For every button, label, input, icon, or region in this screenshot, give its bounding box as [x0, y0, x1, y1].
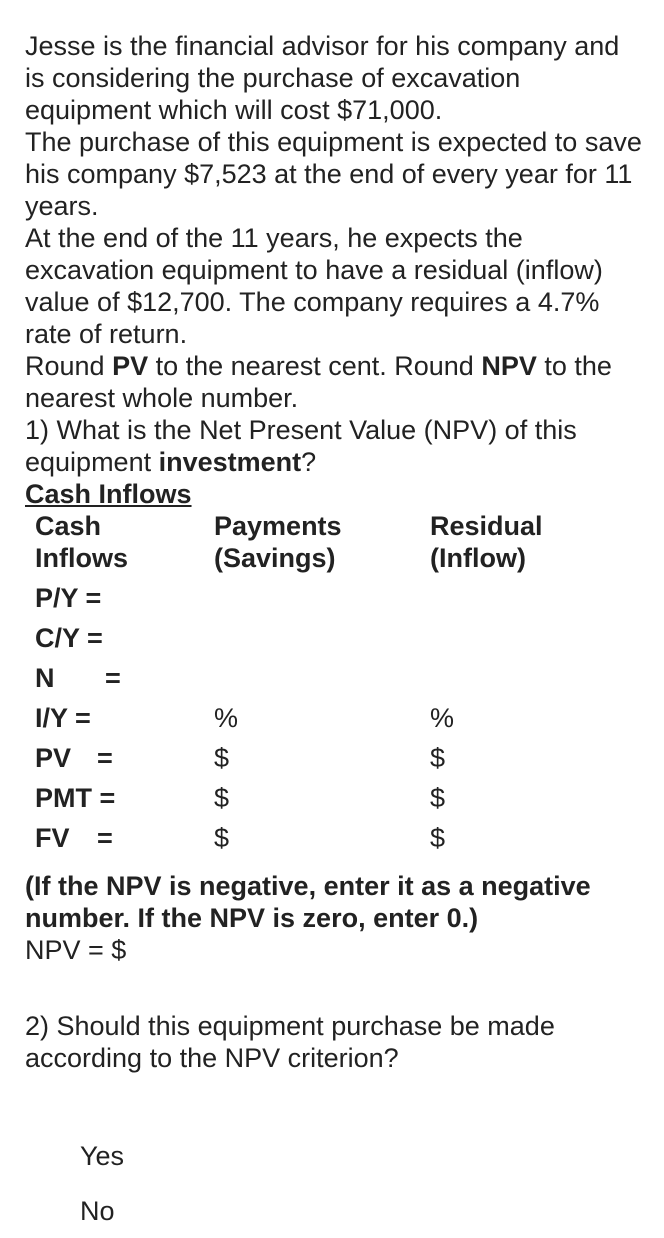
npv-instructions: (If the NPV is negative, enter it as a negative number. If the NPV is zero, enter 0.) [25, 871, 591, 933]
payments-iy-input[interactable]: % [214, 703, 239, 733]
cash-inflows-table [25, 510, 645, 870]
payments-fv-input[interactable]: $ [214, 823, 230, 853]
option-yes[interactable]: Yes [80, 1141, 125, 1171]
col-header-residual: Residual (Inflow) [430, 511, 543, 573]
option-no[interactable]: No [80, 1196, 115, 1226]
residual-fv-input[interactable]: $ [430, 823, 446, 853]
row-label-n: N [35, 663, 55, 693]
row-label-py: P/Y = [35, 583, 102, 613]
problem-residual: At the end of the 11 years, he expects the excavation equipment to have a residual (inflow) value of $12,700. The company requires a 4.7% rate of return. [25, 223, 603, 349]
row-label-pv: PV [35, 743, 72, 773]
row-label-pmt: PMT = [35, 783, 116, 813]
residual-iy-input[interactable]: % [430, 703, 455, 733]
row-label-cy: C/Y = [35, 623, 103, 653]
cash-inflows-heading: Cash Inflows [25, 479, 192, 509]
problem-savings: The purchase of this equipment is expected to save his company $7,523 at the end of every year for 11 years. [25, 127, 642, 221]
payments-pv-input[interactable]: $ [214, 743, 230, 773]
residual-pv-input[interactable]: $ [430, 743, 446, 773]
residual-pmt-input[interactable]: $ [430, 783, 446, 813]
problem-intro: Jesse is the financial advisor for his company and is considering the purchase of excavation equipment which will cost $71,000. [25, 31, 620, 125]
row-label-iy: I/Y = [35, 703, 91, 733]
row-label-fv-equals: = [97, 823, 113, 853]
payments-pmt-input[interactable]: $ [214, 783, 230, 813]
col-header-cash-inflows: Cash Inflows [35, 511, 128, 573]
row-label-n-equals: = [105, 663, 121, 693]
question-2: 2) Should this equipment purchase be made according to the NPV criterion? [25, 1011, 555, 1073]
question-content [25, 30, 645, 1074]
row-label-fv: FV [35, 823, 70, 853]
npv-answer-input[interactable]: NPV = $ [25, 935, 127, 965]
col-header-payments: Payments (Savings) [214, 511, 342, 573]
row-label-pv-equals: = [97, 743, 113, 773]
question-1: 1) What is the Net Present Value (NPV) of this equipment investment? [25, 415, 577, 477]
rounding-instructions: Round PV to the nearest cent. Round NPV to the nearest whole number. [25, 351, 612, 413]
